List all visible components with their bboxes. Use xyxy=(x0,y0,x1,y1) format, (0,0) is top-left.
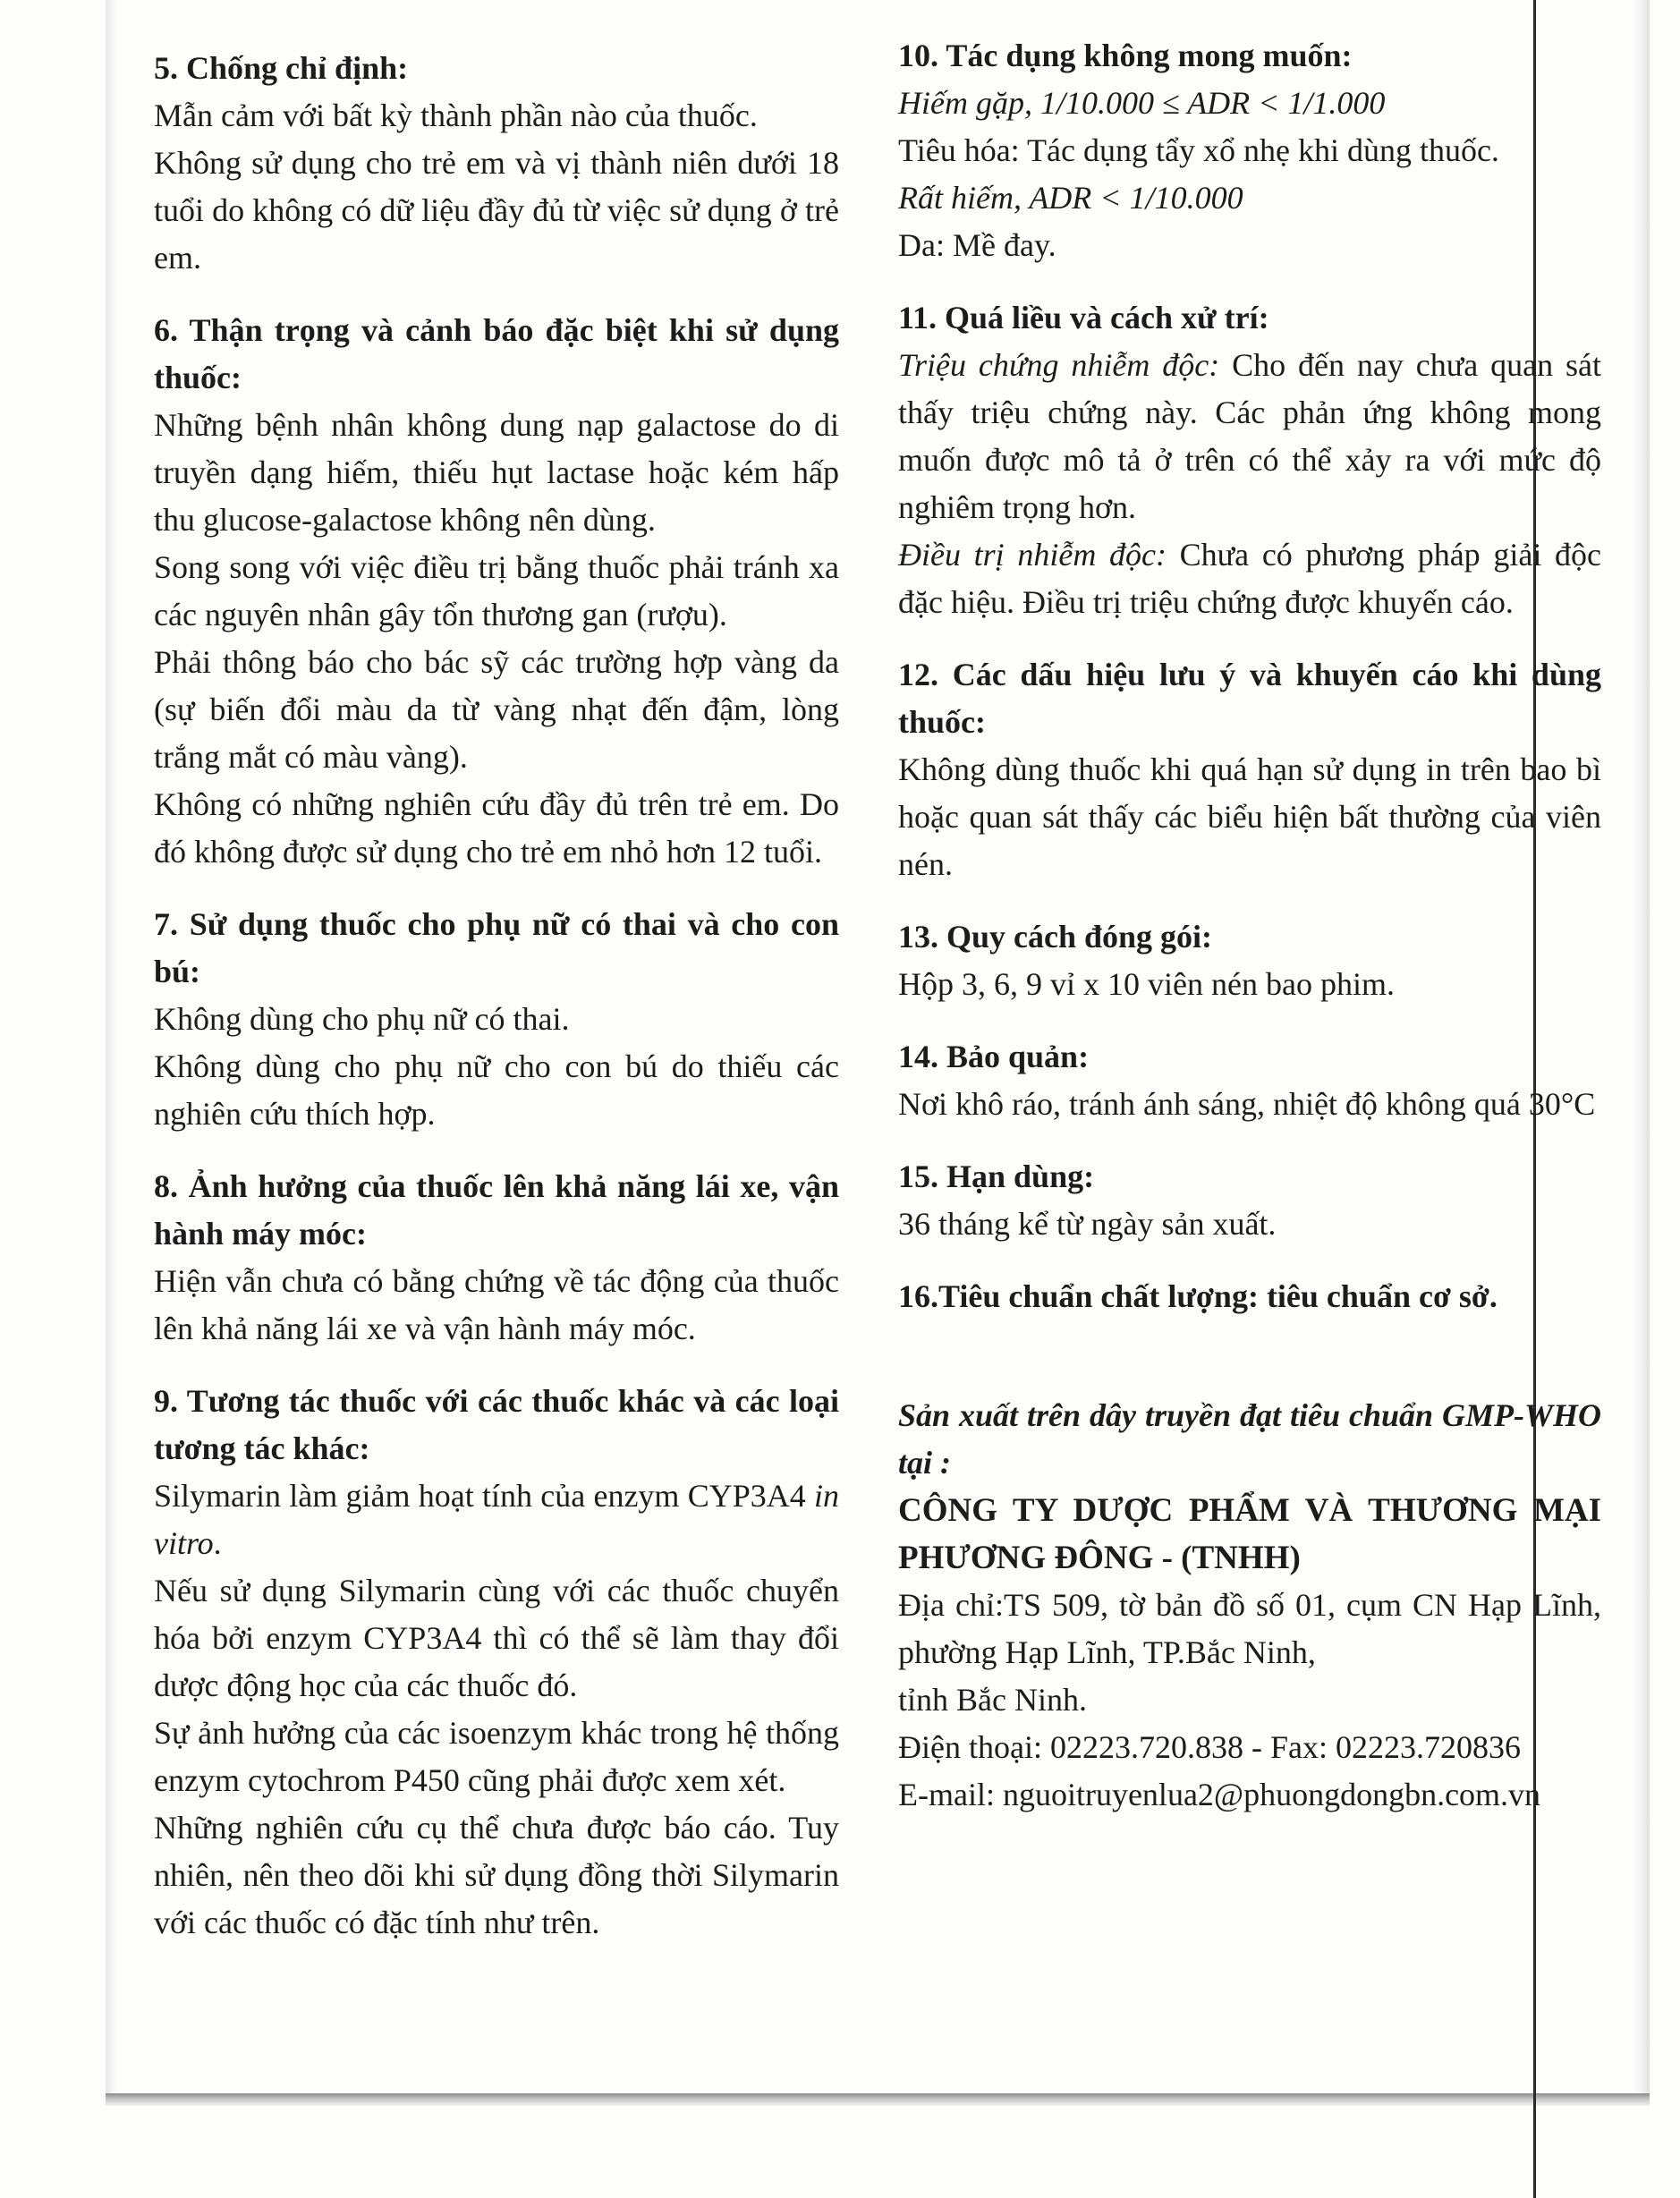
paragraph: Nơi khô ráo, tránh ánh sáng, nhiệt độ không quá 30°C xyxy=(898,1086,1596,1122)
paragraph: Không có những nghiên cứu đầy đủ trên trẻ em. Do đó không được sử dụng cho trẻ em nhỏ hơn 12 tuổi. xyxy=(154,786,839,870)
section-packaging xyxy=(898,913,1601,1008)
paragraph: Mẫn cảm với bất kỳ thành phần nào của thuốc. xyxy=(154,98,758,133)
paragraph: Tiêu hóa: Tác dụng tẩy xổ nhẹ khi dùng thuốc. xyxy=(898,132,1499,168)
paper-edge-left xyxy=(106,0,118,2102)
paragraph: Hộp 3, 6, 9 vỉ x 10 viên nén bao phim. xyxy=(898,966,1395,1002)
paragraph: Phải thông báo cho bác sỹ các trường hợp vàng da (sự biến đổi màu da từ vàng nhạt đến đậm, lòng trắng mắt có màu vàng). xyxy=(154,644,839,775)
section-title: 11. Quá liều và cách xử trí: xyxy=(898,300,1269,335)
paragraph xyxy=(154,1472,839,1567)
section-contraindications xyxy=(154,45,839,282)
italic-label: Điều trị nhiễm độc: xyxy=(898,537,1167,573)
paragraph: Không sử dụng cho trẻ em và vị thành niên dưới 18 tuổi do không có dữ liệu đầy đủ từ việc sử dụng ở trẻ em. xyxy=(154,145,839,276)
manufacturer-intro: Sản xuất trên dây truyền đạt tiêu chuẩn GMP-WHO tại : xyxy=(898,1397,1601,1481)
left-column xyxy=(154,45,839,1972)
paragraph: Nếu sử dụng Silymarin cùng với các thuốc chuyển hóa bởi enzym CYP3A4 thì có thể sẽ làm thay đổi dược động học của các thuốc đó. xyxy=(154,1573,839,1703)
paragraph: Song song với việc điều trị bằng thuốc phải tránh xa các nguyên nhân gây tổn thương gan (rượu). xyxy=(154,549,839,632)
company-email: E-mail: nguoitruyenlua2@phuongdongbn.com.vn xyxy=(898,1777,1541,1812)
manufacturer-block xyxy=(898,1392,1601,1819)
company-province: tỉnh Bắc Ninh. xyxy=(898,1682,1087,1718)
paragraph: Da: Mề đay. xyxy=(898,227,1056,263)
section-pregnancy xyxy=(154,901,839,1138)
paper-edge-bottom xyxy=(106,2093,1650,2106)
section-title: 16.Tiêu chuẩn chất lượng: tiêu chuẩn cơ sở. xyxy=(898,1278,1498,1314)
company-phone: Điện thoại: 02223.720.838 - Fax: 02223.720836 xyxy=(898,1729,1521,1765)
section-title: 9. Tương tác thuốc với các thuốc khác và các loại tương tác khác: xyxy=(154,1383,839,1466)
paragraph: Sự ảnh hưởng của các isoenzym khác trong hệ thống enzym cytochrom P450 cũng phải được xem xét. xyxy=(154,1715,839,1798)
text-span: Silymarin làm giảm hoạt tính của enzym CYP3A4 xyxy=(154,1478,814,1514)
section-driving xyxy=(154,1163,839,1353)
section-warnings xyxy=(898,651,1601,888)
section-precautions xyxy=(154,307,839,876)
italic-label: Triệu chứng nhiễm độc: xyxy=(898,347,1220,383)
paragraph: Hiện vẫn chưa có bằng chứng về tác động của thuốc lên khả năng lái xe và vận hành máy móc. xyxy=(154,1263,839,1346)
paragraph xyxy=(898,342,1601,531)
paragraph xyxy=(898,531,1601,626)
section-title: 8. Ảnh hưởng của thuốc lên khả năng lái xe, vận hành máy móc: xyxy=(154,1168,839,1252)
section-title: 14. Bảo quản: xyxy=(898,1039,1090,1074)
section-shelf-life xyxy=(898,1153,1601,1248)
section-interactions xyxy=(154,1378,839,1947)
section-side-effects xyxy=(898,32,1601,269)
text-span: Chưa có phương pháp giải độc đặc hiệu. Điều trị triệu chứng được khuyến cáo. xyxy=(898,537,1601,620)
paper-edge-right xyxy=(1633,0,1650,2102)
section-title: 6. Thận trọng và cảnh báo đặc biệt khi sử dụng thuốc: xyxy=(154,312,839,395)
section-quality-standard xyxy=(898,1273,1601,1320)
paragraph: Những bệnh nhân không dung nạp galactose do di truyền dạng hiếm, thiếu hụt lactase hoặc kém hấp thu glucose-galactose không nên dùng. xyxy=(154,407,839,538)
section-title: 5. Chống chỉ định: xyxy=(154,50,409,86)
company-name: CÔNG TY DƯỢC PHẨM VÀ THƯƠNG MẠI PHƯƠNG ĐÔNG - (TNHH) xyxy=(898,1492,1601,1576)
section-title: 13. Quy cách đóng gói: xyxy=(898,919,1213,955)
paragraph: Những nghiên cứu cụ thể chưa được báo cáo. Tuy nhiên, nên theo dõi khi sử dụng đồng thời Silymarin với các thuốc có đặc tính như trên. xyxy=(154,1810,839,1940)
text-span: . xyxy=(213,1525,222,1561)
section-title: 10. Tác dụng không mong muốn: xyxy=(898,38,1353,73)
section-storage xyxy=(898,1033,1601,1128)
frequency-label: Hiếm gặp, 1/10.000 ≤ ADR < 1/1.000 xyxy=(898,85,1386,121)
text-span: Cho đến nay chưa quan sát thấy triệu chứng này. Các phản ứng không mong muốn được mô tả ở trên có thể xảy ra với mức độ nghiêm trọng hơn. xyxy=(898,347,1602,525)
paragraph: Không dùng cho phụ nữ có thai. xyxy=(154,1001,570,1037)
frequency-label: Rất hiếm, ADR < 1/10.000 xyxy=(898,180,1243,216)
paragraph: 36 tháng kể từ ngày sản xuất. xyxy=(898,1206,1277,1242)
section-title: 15. Hạn dùng: xyxy=(898,1158,1095,1194)
section-title: 12. Các dấu hiệu lưu ý và khuyến cáo khi dùng thuốc: xyxy=(898,657,1601,740)
italic-term: in vitro xyxy=(154,1478,839,1561)
section-overdose xyxy=(898,294,1601,626)
section-title: 7. Sử dụng thuốc cho phụ nữ có thai và cho con bú: xyxy=(154,906,839,989)
paragraph: Không dùng thuốc khi quá hạn sử dụng in trên bao bì hoặc quan sát thấy các biểu hiện bất thường của viên nén. xyxy=(898,751,1601,882)
company-address: Địa chỉ:TS 509, tờ bản đồ số 01, cụm CN Hạp Lĩnh, phường Hạp Lĩnh, TP.Bắc Ninh, xyxy=(898,1587,1601,1670)
right-column xyxy=(898,32,1601,1819)
paragraph: Không dùng cho phụ nữ cho con bú do thiếu các nghiên cứu thích hợp. xyxy=(154,1048,839,1132)
